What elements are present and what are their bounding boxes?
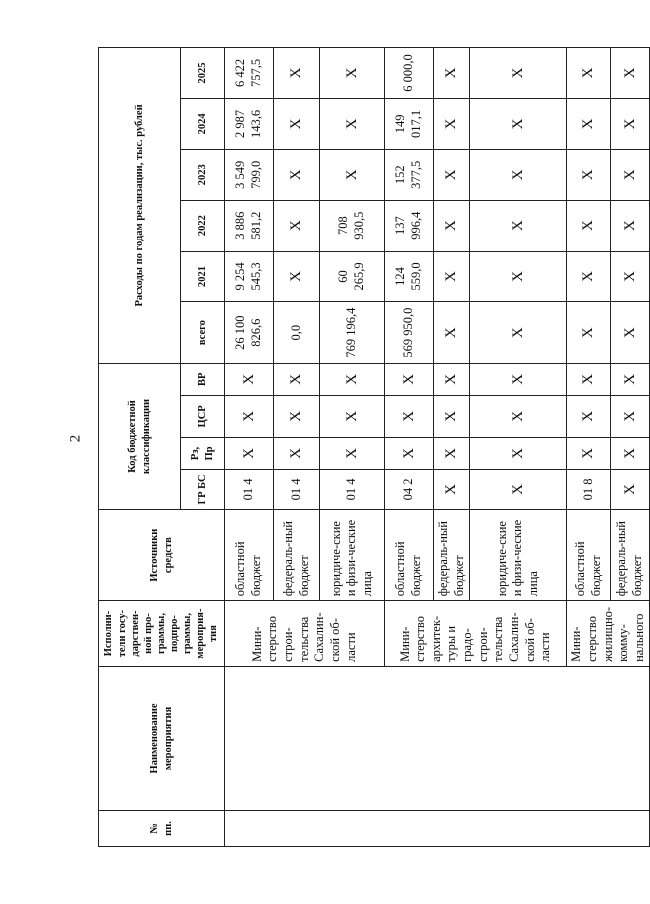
value-2021-cell: 124 559,0 [385, 251, 434, 302]
csr-cell: X [225, 395, 274, 437]
value-2025-cell: X [470, 48, 567, 99]
value-2021-cell: X [610, 251, 650, 302]
vr-cell: X [274, 363, 320, 395]
source-cell: юридиче-ские и физи-ческие лица [470, 510, 567, 601]
value-2025-cell: 6 422 757,5 [225, 48, 274, 99]
header-vr: ВР [181, 363, 225, 395]
value-2025-cell: X [610, 48, 650, 99]
value-2022-cell: 137 996,4 [385, 200, 434, 251]
value-2021-cell: 9 254 545,3 [225, 251, 274, 302]
gr-cell: X [470, 469, 567, 509]
vr-cell: X [385, 363, 434, 395]
header-rz: Рз, Пр [181, 438, 225, 470]
total-cell: 569 950,0 [385, 302, 434, 363]
value-2021-cell: X [470, 251, 567, 302]
csr-cell: X [274, 395, 320, 437]
header-source: Источники средств [99, 510, 225, 601]
value-2025-cell: X [274, 48, 320, 99]
value-2022-cell: X [610, 200, 650, 251]
value-2024-cell: X [610, 98, 650, 149]
gr-cell: 04 2 [385, 469, 434, 509]
row-number-cell [225, 810, 650, 846]
header-gr: ГР БС [181, 469, 225, 509]
value-2021-cell: 60 265,9 [320, 251, 385, 302]
value-2024-cell: 2 987 143,6 [225, 98, 274, 149]
budget-table-rotated [98, 47, 646, 847]
vr-cell: X [567, 363, 611, 395]
rz-cell: X [274, 438, 320, 470]
executor-cell: Мини-стерство жилищно-комму-нального [567, 601, 650, 667]
header-2022: 2022 [181, 200, 225, 251]
value-2023-cell: 3 549 799,0 [225, 149, 274, 200]
vr-cell: X [320, 363, 385, 395]
value-2022-cell: X [274, 200, 320, 251]
value-2024-cell: X [567, 98, 611, 149]
total-cell: 26 100 826,6 [225, 302, 274, 363]
source-cell: федераль-ный бюджет [274, 510, 320, 601]
value-2024-cell: X [470, 98, 567, 149]
header-executor: Исполни-тели госу-дарствен-ной про-граммы, подпро-граммы, мероприя-тия [99, 601, 225, 667]
value-2022-cell: 3 886 581,2 [225, 200, 274, 251]
total-cell: X [434, 302, 470, 363]
value-2025-cell: X [567, 48, 611, 99]
source-cell: федераль-ный бюджет [610, 510, 650, 601]
csr-cell: X [470, 395, 567, 437]
header-2023: 2023 [181, 149, 225, 200]
value-2023-cell: 152 377,5 [385, 149, 434, 200]
source-cell: областной бюджет [225, 510, 274, 601]
header-2025: 2025 [181, 48, 225, 99]
page-number: 2 [67, 434, 84, 443]
header-2021: 2021 [181, 251, 225, 302]
value-2023-cell: X [320, 149, 385, 200]
csr-cell: X [610, 395, 650, 437]
rz-cell: X [470, 438, 567, 470]
value-2023-cell: X [610, 149, 650, 200]
value-2025-cell: X [434, 48, 470, 99]
vr-cell: X [610, 363, 650, 395]
gr-cell: 01 4 [225, 469, 274, 509]
rz-cell: X [567, 438, 611, 470]
rz-cell: X [610, 438, 650, 470]
total-cell: X [610, 302, 650, 363]
total-cell: X [470, 302, 567, 363]
vr-cell: X [225, 363, 274, 395]
gr-cell: 01 4 [274, 469, 320, 509]
header-num: № пп. [99, 810, 225, 846]
vr-cell: X [470, 363, 567, 395]
rz-cell: X [225, 438, 274, 470]
executor-cell: Мини-стерство строи-тельства Сахалин-ской об-ласти [225, 601, 385, 667]
value-2023-cell: X [567, 149, 611, 200]
gr-cell: X [610, 469, 650, 509]
source-cell: федераль-ный бюджет [434, 510, 470, 601]
header-total: всего [181, 302, 225, 363]
value-2024-cell: X [274, 98, 320, 149]
value-2021-cell: X [274, 251, 320, 302]
value-2022-cell: X [470, 200, 567, 251]
gr-cell: X [434, 469, 470, 509]
rz-cell: X [434, 438, 470, 470]
header-expenses-group: Расходы по годам реализации, тыс. рублей [99, 48, 181, 364]
value-2024-cell: X [434, 98, 470, 149]
value-2022-cell: X [434, 200, 470, 251]
header-name: Наименование мероприятия [99, 666, 225, 810]
csr-cell: X [320, 395, 385, 437]
value-2023-cell: X [470, 149, 567, 200]
source-cell: областной бюджет [385, 510, 434, 601]
rz-cell: X [385, 438, 434, 470]
value-2022-cell: 708 930,5 [320, 200, 385, 251]
header-code-group: Код бюджетной классификации [99, 363, 181, 509]
value-2025-cell: 6 000,0 [385, 48, 434, 99]
csr-cell: X [567, 395, 611, 437]
value-2023-cell: X [434, 149, 470, 200]
value-2025-cell: X [320, 48, 385, 99]
table-row [225, 48, 274, 847]
total-cell: 0,0 [274, 302, 320, 363]
header-csr: ЦСР [181, 395, 225, 437]
value-2021-cell: X [567, 251, 611, 302]
rz-cell: X [320, 438, 385, 470]
header-2024: 2024 [181, 98, 225, 149]
value-2021-cell: X [434, 251, 470, 302]
source-cell: юридиче-ские и физи-ческие лица [320, 510, 385, 601]
csr-cell: X [385, 395, 434, 437]
budget-table [98, 47, 650, 847]
executor-cell: Мини-стерство архитек-туры и градо-строи-тельства Сахалин-ской об-ласти [385, 601, 567, 667]
value-2024-cell: X [320, 98, 385, 149]
total-cell: X [567, 302, 611, 363]
value-2022-cell: X [567, 200, 611, 251]
value-2023-cell: X [274, 149, 320, 200]
gr-cell: 01 4 [320, 469, 385, 509]
vr-cell: X [434, 363, 470, 395]
gr-cell: 01 8 [567, 469, 611, 509]
measure-name-cell [225, 666, 650, 810]
csr-cell: X [434, 395, 470, 437]
total-cell: 769 196,4 [320, 302, 385, 363]
value-2024-cell: 149 017,1 [385, 98, 434, 149]
source-cell: областной бюджет [567, 510, 611, 601]
